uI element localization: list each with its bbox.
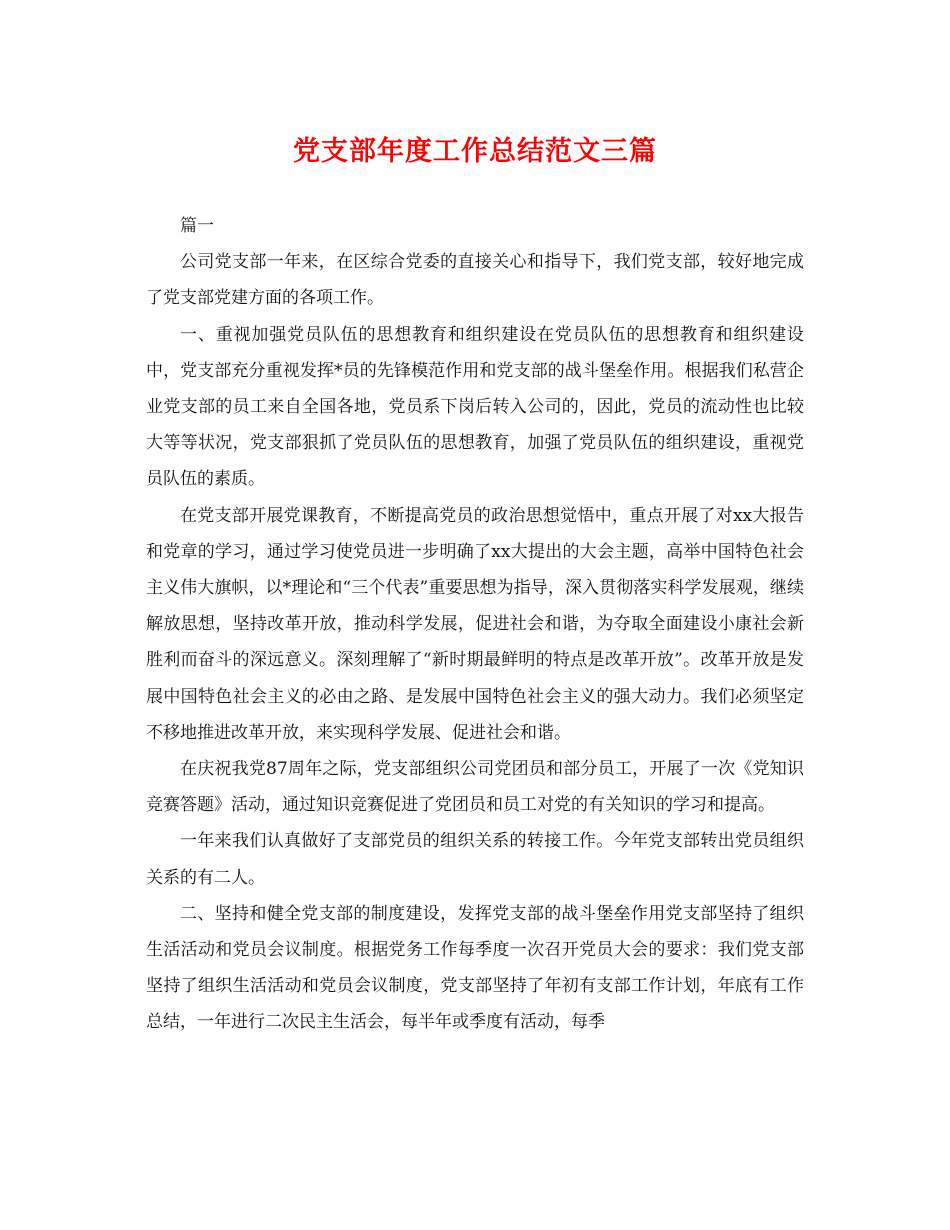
section-heading: 篇一 [180, 216, 214, 236]
paragraph: 在庆祝我党87周年之际，党支部组织公司党团员和部分员工，开展了一次《党知识竞赛答题》活动，通过知识竞赛促进了党团员和员工对党的有关知识的学习和提高。 [146, 759, 804, 816]
document-title: 党支部年度工作总结范文三篇 [293, 136, 657, 167]
paragraph: 二、坚持和健全党支部的制度建设，发挥党支部的战斗堡垒作用党支部坚持了组织生活活动和党员会议制度。根据党务工作每季度一次召开党员大会的要求：我们党支部坚持了组织生活活动和党员会议制度，党支部坚持了年初有支部工作计划，年底有工作总结，一年进行二次民主生活会，每半年或季度有活动，每季 [146, 903, 804, 1033]
document-body [146, 208, 804, 1041]
paragraph: 公司党支部一年来，在区综合党委的直接关心和指导下，我们党支部，较好地完成了党支部党建方面的各项工作。 [146, 252, 804, 309]
paragraph: 一年来我们认真做好了支部党员的组织关系的转接工作。今年党支部转出党员组织关系的有二人。 [146, 831, 804, 888]
paragraph: 在党支部开展党课教育，不断提高党员的政治思想觉悟中，重点开展了对xx大报告和党章的学习，通过学习使党员进一步明确了xx大提出的大会主题，高举中国特色社会主义伟大旗帜，以*理论和“三个代表”重要思想为指导，深入贯彻落实科学发展观，继续解放思想，坚持改革开放，推动科学发展，促进社会和谐，为夺取全面建设小康社会新胜利而奋斗的深远意义。深刻理解了“新时期最鲜明的特点是改革开放”。改革开放是发展中国特色社会主义的必由之路、是发展中国特色社会主义的强大动力。我们必须坚定不移地推进改革开放，来实现科学发展、促进社会和谐。 [146, 505, 804, 743]
paragraph: 一、重视加强党员队伍的思想教育和组织建设在党员队伍的思想教育和组织建设中，党支部充分重视发挥*员的先锋模范作用和党支部的战斗堡垒作用。根据我们私营企业党支部的员工来自全国各地，党员系下岗后转入公司的，因此，党员的流动性也比较大等等状况，党支部狠抓了党员队伍的思想教育，加强了党员队伍的组织建设，重视党员队伍的素质。 [146, 324, 804, 490]
